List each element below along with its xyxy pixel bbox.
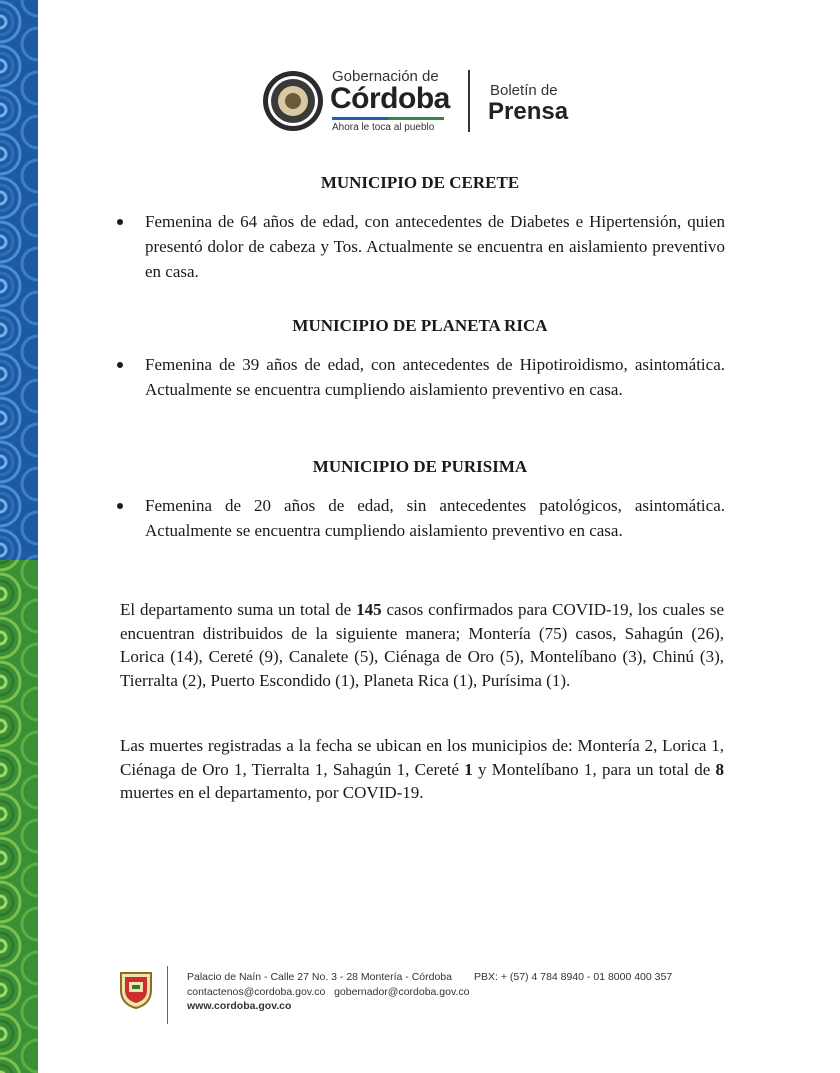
- list-item: [115, 352, 725, 402]
- footer-website[interactable]: www.cordoba.gov.co: [187, 1000, 292, 1012]
- decorative-side-band: [0, 0, 38, 1073]
- cerete-deaths: 1: [464, 759, 473, 779]
- cases-summary-paragraph: El departamento suma un total de 145 casos confirmados para COVID-19, los cuales se encuentran distribuidos de la siguiente manera; Montería (75) casos, Sahagún (26), Lorica (14), Cereté (9), Canalete (5), Ciénaga de Oro (5), Montelíbano (3), Chinú (3), Tierralta (2), Puerto Escondido (1), Planeta Rica (1), Purísima (1).: [120, 600, 724, 690]
- section-cerete: [115, 173, 725, 284]
- gobernacion-label: Gobernación de: [332, 68, 439, 85]
- footer-divider: [167, 966, 168, 1024]
- footer-contact: [187, 970, 672, 1014]
- case-description: Femenina de 20 años de edad, sin antecedentes patológicos, asintomática. Actualmente se encuentra cumpliendo aislamiento preventivo en casa.: [145, 496, 725, 540]
- footer-email-contact[interactable]: contactenos@cordoba.gov.co: [187, 985, 326, 998]
- section-planeta-rica: [115, 316, 725, 402]
- boletin-label: Boletín de: [490, 82, 558, 99]
- header-divider: [468, 70, 470, 132]
- prensa-label: Prensa: [488, 98, 569, 125]
- bullet-icon: [117, 219, 123, 225]
- brand-stripe: [332, 117, 444, 120]
- footer-pbx: PBX: + (57) 4 784 8940 - 01 8000 400 357: [473, 971, 673, 983]
- slogan: Ahora le toca al pueblo: [332, 122, 435, 133]
- case-description: Femenina de 39 años de edad, con antecedentes de Hipotiroidismo, asintomática. Actualmente se encuentra cumpliendo aislamiento preventivo en casa.: [145, 355, 725, 399]
- footer-address: Palacio de Naín - Calle 27 No. 3 - 28 Montería - Córdoba: [187, 971, 452, 983]
- section-title: MUNICIPIO DE PURISIMA: [312, 457, 528, 476]
- case-description: Femenina de 64 años de edad, con antecedentes de Diabetes e Hipertensión, quien presentó dolor de cabeza y Tos. Actualmente se encuentra en aislamiento preventivo en casa.: [145, 212, 725, 281]
- section-title: MUNICIPIO DE PLANETA RICA: [292, 316, 548, 335]
- bullet-icon: [117, 362, 123, 368]
- list-item: [115, 493, 725, 543]
- cordoba-wordmark: Córdoba: [330, 82, 450, 115]
- section-title: MUNICIPIO DE CERETE: [320, 173, 520, 192]
- deaths-summary-paragraph: Las muertes registradas a la fecha se ubican en los municipios de: Montería 2, Lorica 1, Ciénaga de Oro 1, Tierralta 1, Sahagún 1, Cereté 1 y Montelíbano 1, para un total de 8 muertes en el departamento, por COVID-19.: [120, 736, 724, 802]
- total-deaths: 8: [715, 759, 724, 779]
- bullet-icon: [117, 503, 123, 509]
- total-cases: 145: [356, 600, 382, 619]
- press-header: [262, 66, 592, 138]
- section-purisima: [115, 457, 725, 543]
- government-seal-icon: [262, 70, 324, 132]
- footer-coat-of-arms-icon: [118, 970, 154, 1010]
- list-item: [115, 209, 725, 284]
- footer-email-governor[interactable]: gobernador@cordoba.gov.co: [334, 985, 470, 998]
